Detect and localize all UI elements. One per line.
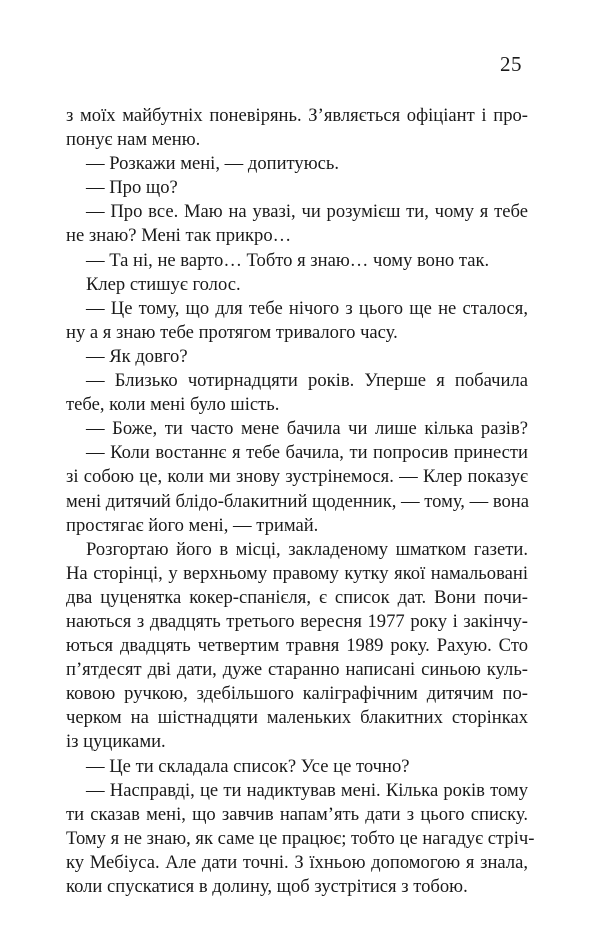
text-line: — Це тому, що для тебе нічого з цього ще не сталося, bbox=[86, 297, 528, 319]
text-line: — Як довго? bbox=[86, 345, 188, 367]
text-line: — Про що? bbox=[86, 177, 178, 199]
page-number: 25 bbox=[500, 52, 522, 76]
text-line: На сторінці, у верхньому правому кутку якої намальовані bbox=[66, 562, 528, 584]
text-line: із цуциками. bbox=[66, 731, 166, 753]
text-line: — Розкажи мені, — допитуюсь. bbox=[86, 153, 339, 175]
text-line: ковою ручкою, здебільшого каліграфічним дитячим по- bbox=[66, 683, 528, 705]
text-line: мені дитячий блідо-блакитний щоденник, — тому, — вона bbox=[66, 490, 529, 512]
text-line: ти сказав мені, що завчив напам’ять дати з цього списку. bbox=[66, 803, 528, 825]
text-line: — Коли востаннє я тебе бачила, ти попросив принести bbox=[86, 442, 528, 464]
text-line: Тому я не знаю, як саме це працює; тобто це нагадує стріч- bbox=[66, 827, 535, 849]
text-line: тебе, коли мені було шість. bbox=[66, 394, 280, 416]
text-line: — Близько чотирнадцяти років. Уперше я побачила bbox=[86, 370, 528, 392]
body-text bbox=[66, 104, 535, 899]
text-line: з моїх майбутніх поневірянь. З’являється офіціант і про- bbox=[66, 105, 528, 126]
text-line: простягає його мені, — тримай. bbox=[66, 514, 319, 536]
text-line: наються з двадцять третього вересня 1977 року і закінчу- bbox=[66, 610, 528, 632]
text-line: п’ятдесят дві дати, дуже старанно написані синьою куль- bbox=[66, 659, 528, 681]
text-line: — Та ні, не варто… Тобто я знаю… чому воно так. bbox=[86, 249, 490, 271]
text-line: — Боже, ти часто мене бачила чи лише кілька разів? bbox=[86, 418, 528, 440]
text-line: ються двадцять четвертим травня 1989 року. Рахую. Сто bbox=[66, 635, 528, 657]
text-line: не знаю? Мені так прикро… bbox=[66, 225, 292, 247]
text-line: — Насправді, це ти надиктував мені. Кілька років тому bbox=[86, 779, 528, 801]
text-line: ку Мебіуса. Але дати точні. З їхньою допомогою я знала, bbox=[66, 851, 528, 873]
text-line: понує нам меню. bbox=[66, 129, 201, 151]
text-line: Розгортаю його в місці, закладеному шматком газети. bbox=[86, 538, 528, 560]
text-line: коли спускатися в долину, щоб зустрітися з тобою. bbox=[66, 876, 468, 897]
text-line: — Про все. Маю на увазі, чи розумієш ти, чому я тебе bbox=[86, 201, 528, 223]
text-line: зі собою це, коли ми знову зустрінемося. — Клер показує bbox=[66, 466, 528, 488]
text-line: Клер стишує голос. bbox=[86, 273, 241, 295]
text-line: ну а я знаю тебе протягом тривалого часу. bbox=[66, 321, 398, 343]
text-line: — Це ти складала список? Усе це точно? bbox=[86, 755, 410, 777]
text-line: черком на шістнадцяти маленьких блакитних сторінках bbox=[66, 707, 528, 729]
text-line: два цуценятка кокер-спанієля, є список дат. Вони почи- bbox=[66, 586, 528, 608]
